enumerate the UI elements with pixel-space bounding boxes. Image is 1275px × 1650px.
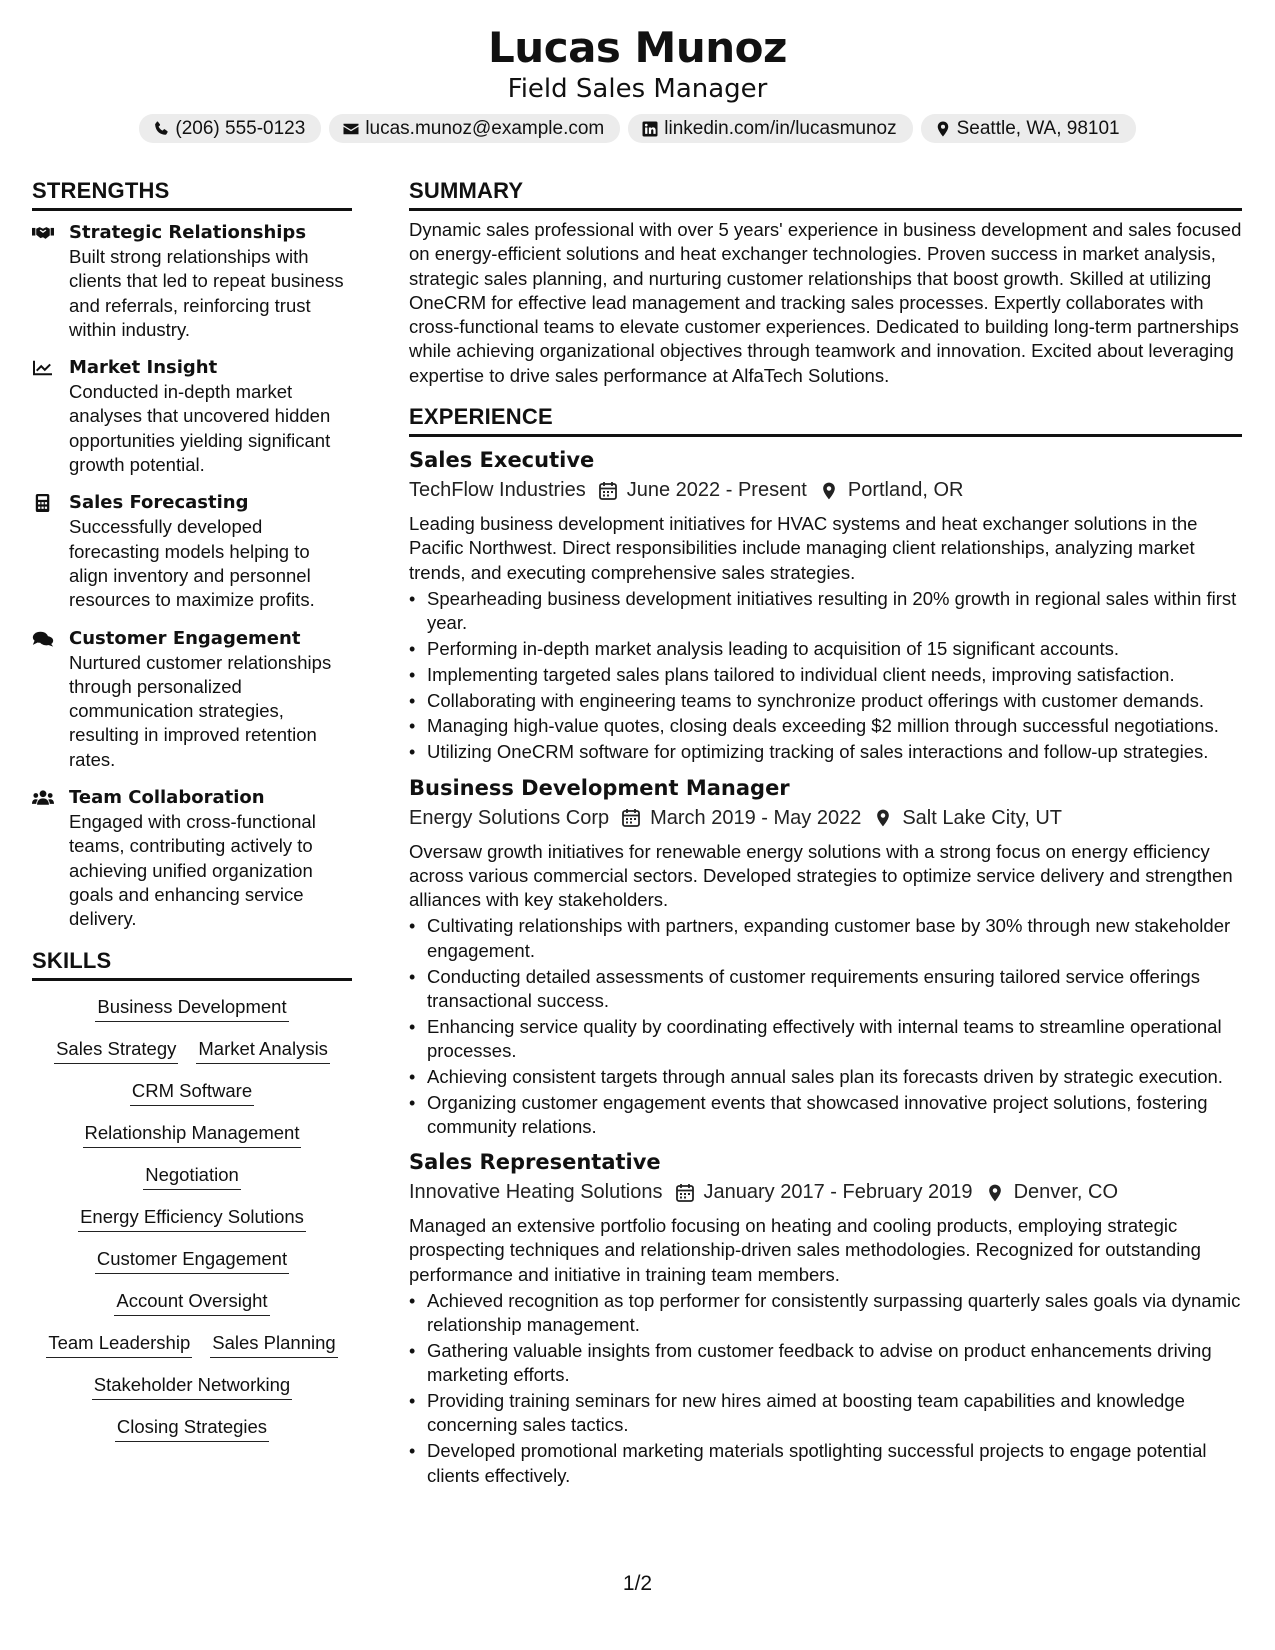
job-bullet: • Gathering valuable insights from customer feedback to advise on product enhancements driving marketing efforts. xyxy=(409,1339,1242,1388)
skill-tag: Negotiation xyxy=(143,1161,241,1190)
skill-tag: Team Leadership xyxy=(46,1329,192,1358)
strength-desc: Conducted in-depth market analyses that uncovered hidden opportunities yielding significant growth potential. xyxy=(69,381,331,476)
skill-tag: Account Oversight xyxy=(114,1287,269,1316)
strength-title: Team Collaboration xyxy=(69,787,265,809)
skill-tag: Sales Planning xyxy=(210,1329,337,1358)
candidate-name: Lucas Munoz xyxy=(488,23,787,72)
job-meta xyxy=(409,803,1242,834)
skill-row xyxy=(32,1245,352,1274)
skill-row xyxy=(32,1119,352,1148)
linkedin-icon xyxy=(641,120,659,138)
skill-tag: Business Development xyxy=(95,993,288,1022)
skill-tag: Closing Strategies xyxy=(115,1413,269,1442)
skill-tag: Customer Engagement xyxy=(95,1245,289,1274)
job-entry xyxy=(409,1147,1242,1488)
strength-desc: Built strong relationships with clients that led to repeat business and referrals, reinforcing trust within industry. xyxy=(69,246,344,340)
job-entry xyxy=(409,445,1242,764)
calendar-icon xyxy=(675,1183,695,1203)
comments-icon xyxy=(32,630,54,648)
job-location: Salt Lake City, UT xyxy=(902,806,1063,829)
contact-email[interactable] xyxy=(329,114,620,143)
skill-row xyxy=(32,1413,352,1442)
contact-phone-text: (206) 555-0123 xyxy=(175,117,306,139)
job-entry xyxy=(409,773,1242,1140)
job-bullet: • Developed promotional marketing materials spotlighting successful projects to engage potential clients effectively. xyxy=(409,1439,1242,1488)
contact-phone[interactable] xyxy=(139,114,321,143)
skill-tag: CRM Software xyxy=(130,1077,254,1106)
right-column xyxy=(409,176,1242,1489)
map-pin-icon xyxy=(985,1183,1005,1203)
job-bullet: • Achieving consistent targets through annual sales plan its forecasts driven by strategic execution. xyxy=(409,1065,1242,1089)
job-company: Energy Solutions Corp xyxy=(409,806,610,829)
job-company: TechFlow Industries xyxy=(409,479,586,502)
job-company: Innovative Heating Solutions xyxy=(409,1181,663,1204)
job-meta xyxy=(409,1177,1242,1208)
contact-location[interactable] xyxy=(921,114,1136,143)
strength-title: Sales Forecasting xyxy=(69,492,249,514)
skill-tag: Market Analysis xyxy=(196,1035,330,1064)
contact-email-text: lucas.munoz@example.com xyxy=(365,117,605,139)
skill-tag: Stakeholder Networking xyxy=(92,1371,292,1400)
job-bullet: • Managing high-value quotes, closing deals exceeding $2 million through successful negotiations. xyxy=(409,714,1242,738)
strengths-list xyxy=(32,221,352,932)
envelope-icon xyxy=(342,120,360,138)
job-bullet: • Spearheading business development initiatives resulting in 20% growth in regional sales within first year. xyxy=(409,587,1242,636)
skill-row xyxy=(32,1371,352,1400)
job-location: Portland, OR xyxy=(847,479,964,502)
contact-location-text: Seattle, WA, 98101 xyxy=(956,117,1120,139)
candidate-headline: Field Sales Manager xyxy=(507,74,768,104)
job-description: Managed an extensive portfolio focusing on heating and cooling products, employing strategic prospecting techniques and relationship-driven sales methodologies. Recognized for outstanding performance and initiative in training team members. xyxy=(409,1215,1201,1285)
phone-icon xyxy=(152,120,170,138)
job-bullets xyxy=(409,587,1242,765)
map-pin-icon xyxy=(934,120,952,138)
skills-heading: SKILLS xyxy=(32,946,352,981)
users-icon xyxy=(32,789,54,807)
job-title: Sales Representative xyxy=(409,1150,661,1175)
strength-title: Market Insight xyxy=(69,357,218,379)
job-bullet: • Implementing targeted sales plans tailored to individual client needs, improving satisfaction. xyxy=(409,663,1242,687)
job-bullet: • Performing in-depth market analysis leading to acquisition of 15 significant accounts. xyxy=(409,637,1242,661)
resume-header xyxy=(0,22,1275,143)
job-bullet: • Providing training seminars for new hires aimed at boosting team capabilities and knowledge concerning sales tactics. xyxy=(409,1389,1242,1438)
job-bullet: • Cultivating relationships with partners, expanding customer base by 30% through new stakeholder engagement. xyxy=(409,914,1242,963)
strength-item xyxy=(32,491,352,612)
strength-item xyxy=(32,356,352,477)
job-title: Sales Executive xyxy=(409,448,595,473)
job-dates: June 2022 - Present xyxy=(626,479,807,502)
skill-tag: Sales Strategy xyxy=(54,1035,178,1064)
skill-row xyxy=(32,993,352,1022)
strength-item xyxy=(32,221,352,342)
calendar-icon xyxy=(621,808,641,828)
strength-item xyxy=(32,786,352,931)
calculator-icon xyxy=(32,494,54,512)
left-column xyxy=(32,176,352,1442)
strength-desc: Nurtured customer relationships through personalized communication strategies, resulting in improved retention rates. xyxy=(69,651,332,770)
strength-title: Strategic Relationships xyxy=(69,222,307,243)
job-description: Leading business development initiatives for HVAC systems and heat exchanger solutions in the Pacific Northwest. Direct responsibilities include managing client relationships, analyzing market trends, and executing comprehensive sales strategies. xyxy=(409,513,1198,583)
map-pin-icon xyxy=(873,808,893,828)
job-bullets xyxy=(409,1289,1242,1488)
skill-row xyxy=(32,1287,352,1316)
job-dates: January 2017 - February 2019 xyxy=(703,1181,973,1204)
skill-row xyxy=(32,1203,352,1232)
handshake-icon xyxy=(32,224,54,242)
map-pin-icon xyxy=(819,481,839,501)
summary-heading: SUMMARY xyxy=(409,176,1242,211)
skill-row xyxy=(32,1077,352,1106)
skill-tag: Relationship Management xyxy=(83,1119,302,1148)
experience-heading: EXPERIENCE xyxy=(409,402,1242,437)
strengths-heading: STRENGTHS xyxy=(32,176,352,211)
contact-bar xyxy=(0,114,1275,143)
calendar-icon xyxy=(598,481,618,501)
summary-text: Dynamic sales professional with over 5 years' experience in business development and sales focused on energy-efficient solutions and heat exchanger technologies. Proven success in market analysis, strategic sales planning, and nurturing customer relationships that boost growth. Skilled at utilizing OneCRM for effective lead management and tracking sales processes. Expertly collaborates with cross-functional teams to elevate customer experiences. Dedicated to building long-term partnerships while achieving organizational objectives through teamwork and innovation. Excited about leveraging expertise to drive sales performance at AlfaTech Solutions. xyxy=(409,219,1242,386)
job-bullets xyxy=(409,914,1242,1139)
job-title: Business Development Manager xyxy=(409,775,790,800)
job-bullet: • Conducting detailed assessments of customer requirements ensuring tailored service offerings transactional success. xyxy=(409,965,1242,1014)
job-bullet: • Utilizing OneCRM software for optimizing tracking of sales interactions and follow-up strategies. xyxy=(409,740,1242,764)
strength-desc: Engaged with cross-functional teams, contributing actively to achieving unified organization goals and enhancing service delivery. xyxy=(69,811,316,930)
chart-line-icon xyxy=(32,359,54,377)
job-bullet: • Organizing customer engagement events that showcased innovative project solutions, fostering community relations. xyxy=(409,1091,1242,1140)
skill-row xyxy=(32,1161,352,1190)
job-bullet: • Enhancing service quality by coordinating effectively with internal teams to streamline operational processes. xyxy=(409,1015,1242,1064)
page-number: 1/2 xyxy=(622,1572,653,1595)
experience-section xyxy=(409,402,1242,1488)
skill-tag: Energy Efficiency Solutions xyxy=(78,1203,306,1232)
job-location: Denver, CO xyxy=(1013,1181,1119,1204)
job-dates: March 2019 - May 2022 xyxy=(650,806,862,829)
strength-desc: Successfully developed forecasting models helping to align inventory and personnel resources to maximize profits. xyxy=(69,516,315,611)
job-meta xyxy=(409,475,1242,506)
job-bullet: • Collaborating with engineering teams to synchronize product offerings with customer demands. xyxy=(409,689,1242,713)
job-description: Oversaw growth initiatives for renewable energy solutions with a strong focus on energy efficiency across various commercial sectors. Developed strategies to optimize service delivery and strengthen alliances with key stakeholders. xyxy=(409,840,1233,911)
strength-title: Customer Engagement xyxy=(69,627,301,649)
skills-list xyxy=(32,993,352,1442)
strength-item xyxy=(32,627,352,772)
contact-linkedin[interactable] xyxy=(628,114,912,143)
job-bullet: • Achieved recognition as top performer for consistently surpassing quarterly sales goals via dynamic relationship management. xyxy=(409,1289,1242,1338)
contact-linkedin-text: linkedin.com/in/lucasmunoz xyxy=(664,117,897,139)
